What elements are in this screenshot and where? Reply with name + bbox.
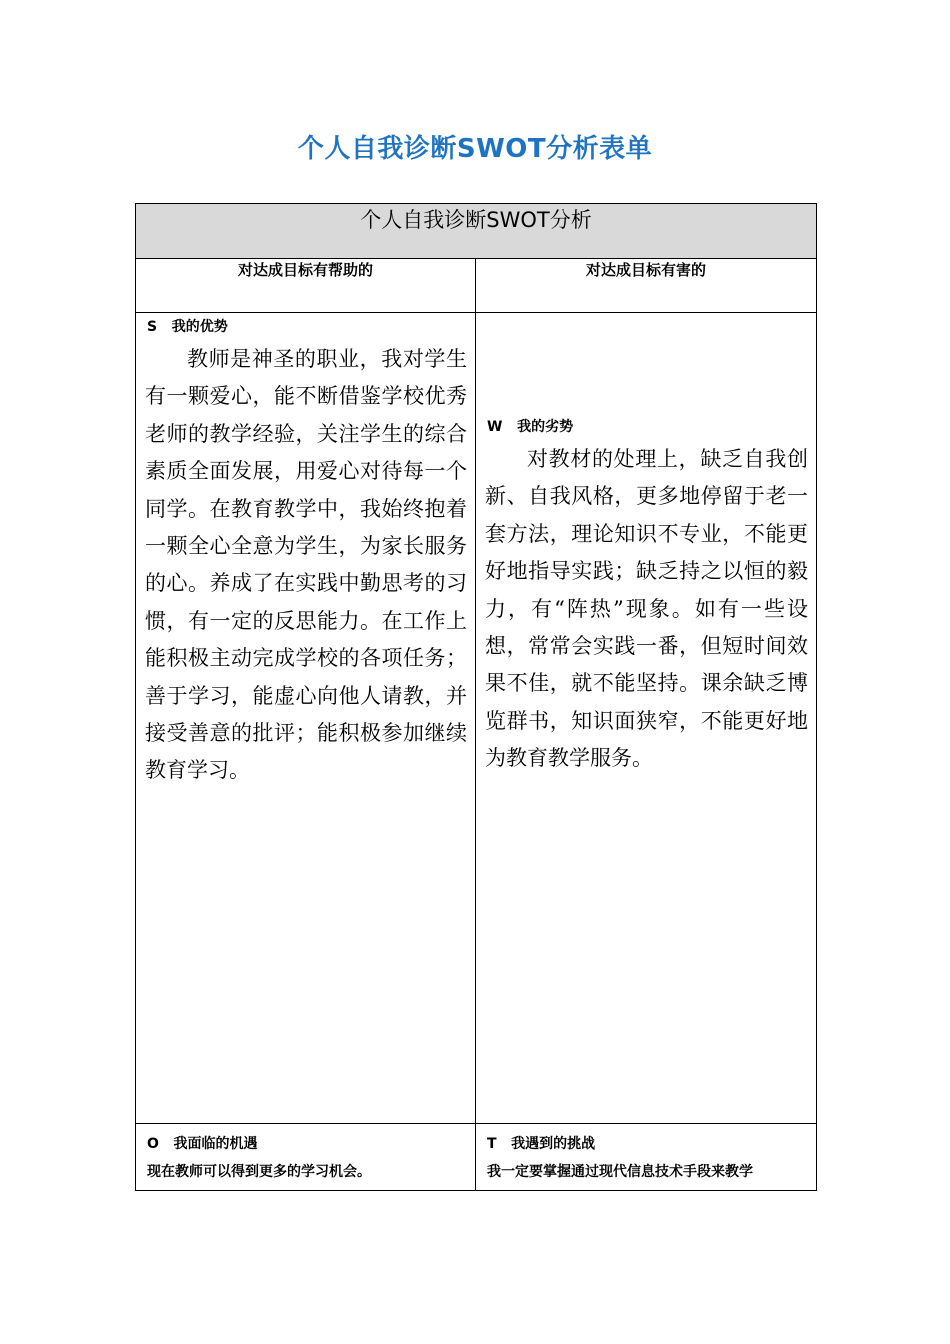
threats-cell (476, 1124, 817, 1191)
table-header-cell: 个人自我诊断SWOT分析 (136, 204, 817, 259)
weaknesses-text: 对教材的处理上，缺乏自我创新、自我风格，更多地停留于老一套方法，理论知识不专业，不能更好地指导实践；缺乏持之以恒的毅力，有“阵热”现象。如有一些设想，常常会实践一番，但短时间效果不佳，就不能坚持。课余缺乏博览群书，知识面狭窄，不能更好地为教育教学服务。 (485, 447, 809, 771)
strengths-label: S 我的优势 (147, 319, 228, 335)
opportunities-label: O 我面临的机遇 (147, 1136, 258, 1152)
threats-label: T 我遇到的挑战 (487, 1136, 596, 1152)
weaknesses-label: W 我的劣势 (487, 419, 574, 435)
weaknesses-cell (476, 313, 817, 1124)
swot-table (135, 203, 817, 1191)
strengths-text: 教师是神圣的职业，我对学生有一颗爱心，能不断借鉴学校优秀老师的教学经验，关注学生的综合素质全面发展，用爱心对待每一个同学。在教育教学中，我始终抱着一颗全心全意为学生，为家长服务的心。养成了在实践中勤思考的习惯，有一定的反思能力。在工作上能积极主动完成学校的各项任务；善于学习，能虚心向他人请教，并接受善意的批评；能积极参加继续教育学习。 (145, 347, 467, 783)
opportunities-cell (136, 1124, 476, 1191)
column-header-helpful: 对达成目标有帮助的 (136, 259, 476, 313)
column-header-harmful: 对达成目标有害的 (476, 259, 817, 313)
document-title: 个人自我诊断SWOT分析表单 (297, 134, 653, 164)
column-header-row (136, 259, 817, 313)
table-header-row (136, 204, 817, 259)
opportunities-threats-row (136, 1124, 817, 1191)
strengths-weaknesses-row (136, 313, 817, 1124)
strengths-cell (136, 313, 476, 1124)
threats-text: 我一定要掌握通过现代信息技术手段来教学 (487, 1164, 753, 1180)
weaknesses-content (476, 313, 816, 778)
opportunities-text: 现在教师可以得到更多的学习机会。 (147, 1164, 371, 1180)
